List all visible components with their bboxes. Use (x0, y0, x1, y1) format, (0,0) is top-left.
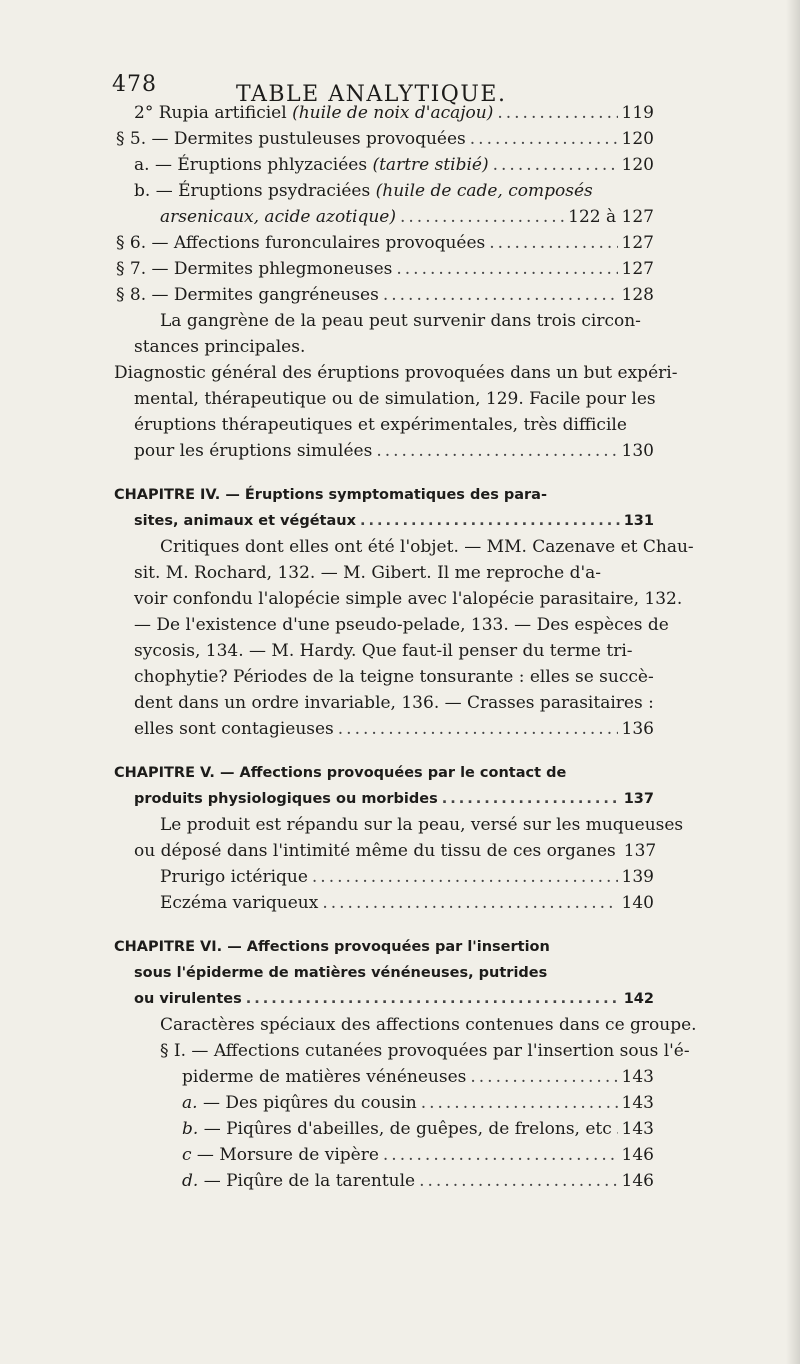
toc-entry-dermites-pustuleuses (116, 128, 654, 150)
paragraph-line: éruptions thérapeutiques et expérimentales, très difficile (134, 415, 627, 435)
chapter-heading-cont (134, 788, 654, 810)
entry-text: produits physiologiques ou morbides (134, 791, 438, 807)
leader-dots (419, 1170, 617, 1192)
page-ref: 119 (621, 103, 654, 123)
leader-dots (246, 988, 620, 1010)
page-ref: 127 (621, 233, 654, 253)
toc-entry-prurigo (160, 866, 654, 888)
entry-italic: (tartre stibié) (372, 155, 489, 175)
entry-text: Prurigo ictérique (160, 867, 308, 887)
chapter-heading-cont (134, 988, 654, 1010)
toc-entry-vipere (182, 1144, 654, 1166)
page-edge-shadow (786, 0, 800, 1364)
page-ref: 120 (621, 155, 654, 175)
page-ref: 136 (621, 719, 654, 739)
toc-entry-tarentule (182, 1170, 654, 1192)
entry-text: ou déposé dans l'intimité même du tissu de ces organes (134, 841, 616, 861)
toc-entry-contagieuses (134, 718, 654, 740)
paragraph-line: La gangrène de la peau peut survenir dans trois circon- (160, 311, 641, 331)
page-ref: 137 (623, 841, 657, 861)
entry-italic: arsenicaux, acide azotique) (160, 207, 396, 227)
leader-dots (493, 154, 618, 176)
entry-text: piderme de matières vénéneuses (182, 1067, 467, 1087)
chapter-heading: CHAPITRE VI. — Affections provoquées par l'insertion (114, 939, 550, 955)
leader-dots (383, 1144, 618, 1166)
paragraph-line: Le produit est répandu sur la peau, versé sur les muqueuses (160, 815, 684, 835)
item-label: b. (182, 1119, 199, 1139)
toc-entry-eczema (160, 892, 654, 914)
leader-dots (322, 892, 617, 914)
page-ref: 146 (621, 1145, 654, 1165)
page-ref: 143 (621, 1119, 654, 1139)
entry-text: § 6. — Affections furonculaires provoquées (116, 233, 486, 253)
toc-entry-affections-furonculaires (116, 232, 654, 254)
leader-dots (400, 206, 564, 228)
toc-entry-diagnostic (134, 440, 654, 462)
entry-text: ou virulentes (134, 991, 242, 1007)
entry-text: — Piqûres d'abeilles, de guêpes, de frelons, etc (198, 1119, 612, 1139)
leader-dots (360, 510, 620, 532)
entry-text: — Piqûre de la tarentule (198, 1171, 416, 1191)
entry-text: § 8. — Dermites gangréneuses (116, 285, 379, 305)
page-ref: 143 (621, 1093, 654, 1113)
page-ref: 143 (621, 1067, 654, 1087)
leader-dots (470, 1066, 617, 1088)
leader-dots (497, 102, 617, 124)
entry-italic: (huile de noix d'acajou) (292, 103, 494, 123)
leader-dots (616, 1118, 618, 1140)
paragraph-line: sycosis, 134. — M. Hardy. Que faut-il penser du terme tri- (134, 641, 633, 661)
entry-text: b. — Éruptions psydraciées (134, 181, 371, 201)
toc-entry-eruptions-phlyzaciees (134, 154, 654, 176)
paragraph-line: § I. — Affections cutanées provoquées par l'insertion sous l'é- (160, 1041, 690, 1061)
toc-entry-abeilles (182, 1118, 654, 1140)
paragraph-line: voir confondu l'alopécie simple avec l'alopécie parasitaire, 132. (134, 589, 683, 609)
item-label: c (182, 1145, 192, 1165)
leader-dots (489, 232, 617, 254)
leader-dots (470, 128, 618, 150)
chapter-heading: CHAPITRE IV. — Éruptions symptomatiques des para- (114, 487, 547, 503)
page-ref: 131 (623, 513, 654, 529)
entry-text: a. — Éruptions phlyzaciées (134, 155, 368, 175)
page-ref: 139 (621, 867, 654, 887)
entry-text: — Des piqûres du cousin (197, 1093, 417, 1113)
leader-dots (338, 718, 618, 740)
chapter-heading-cont: sous l'épiderme de matières vénéneuses, putrides (134, 965, 548, 981)
page-ref: 146 (621, 1171, 654, 1191)
running-title: TABLE ANALYTIQUE. (236, 82, 507, 107)
entry-text: sites, animaux et végétaux (134, 513, 356, 529)
toc-entry-matieres-veneneuses (182, 1066, 654, 1088)
leader-dots (442, 788, 620, 810)
page-ref: 137 (623, 791, 654, 807)
paragraph-line: mental, thérapeutique ou de simulation, 129. Facile pour les (134, 389, 656, 409)
page-ref: 122 à 127 (568, 207, 654, 227)
page-ref: 140 (621, 893, 654, 913)
paragraph-line: dent dans un ordre invariable, 136. — Crasses parasitaires : (134, 693, 654, 713)
leader-dots (396, 258, 617, 280)
chapter-heading: CHAPITRE V. — Affections provoquées par le contact de (114, 765, 567, 781)
entry-text: — Morsure de vipère (191, 1145, 379, 1165)
entry-text: pour les éruptions simulées (134, 441, 373, 461)
leader-dots (376, 440, 617, 462)
item-label: d. (182, 1171, 199, 1191)
item-label: a. (182, 1093, 198, 1113)
paragraph-line: sit. M. Rochard, 132. — M. Gibert. Il me reproche d'a- (134, 563, 602, 583)
toc-entry-dermites-gangreneuses (116, 284, 654, 306)
page-ref: 142 (623, 991, 654, 1007)
entry-text: 2° Rupia artificiel (134, 103, 287, 123)
leader-dots (421, 1092, 618, 1114)
toc-entry-eruptions-psydraciees (134, 180, 593, 202)
page-number: 478 (112, 72, 157, 97)
page-ref: 120 (621, 129, 654, 149)
toc-entry-intimite (134, 840, 657, 862)
chapter-heading-cont (134, 510, 654, 532)
leader-dots (312, 866, 618, 888)
paragraph-line: Diagnostic général des éruptions provoquées dans un but expéri- (114, 363, 678, 383)
entry-text: § 5. — Dermites pustuleuses provoquées (116, 129, 466, 149)
toc-entry-dermites-phlegmoneuses (116, 258, 654, 280)
leader-dots (383, 284, 618, 306)
entry-italic: (huile de cade, composés (375, 181, 593, 201)
toc-entry-cousin (182, 1092, 654, 1114)
paragraph-line: chophytie? Périodes de la teigne tonsurante : elles se succè- (134, 667, 654, 687)
page-ref: 127 (621, 259, 654, 279)
paragraph-line: — De l'existence d'une pseudo-pelade, 133. — Des espèces de (134, 615, 669, 635)
toc-entry-rupia (134, 102, 654, 124)
toc-entry-eruptions-psydraciees-cont (160, 206, 654, 228)
paragraph-line: Caractères spéciaux des affections contenues dans ce groupe. (160, 1015, 697, 1035)
page-ref: 128 (621, 285, 654, 305)
page-ref: 130 (621, 441, 654, 461)
paragraph-line: stances principales. (134, 337, 306, 357)
entry-text: § 7. — Dermites phlegmoneuses (116, 259, 393, 279)
entry-text: Eczéma variqueux (160, 893, 319, 913)
entry-text: elles sont contagieuses (134, 719, 334, 739)
paragraph-line: Critiques dont elles ont été l'objet. — MM. Cazenave et Chau- (160, 537, 694, 557)
